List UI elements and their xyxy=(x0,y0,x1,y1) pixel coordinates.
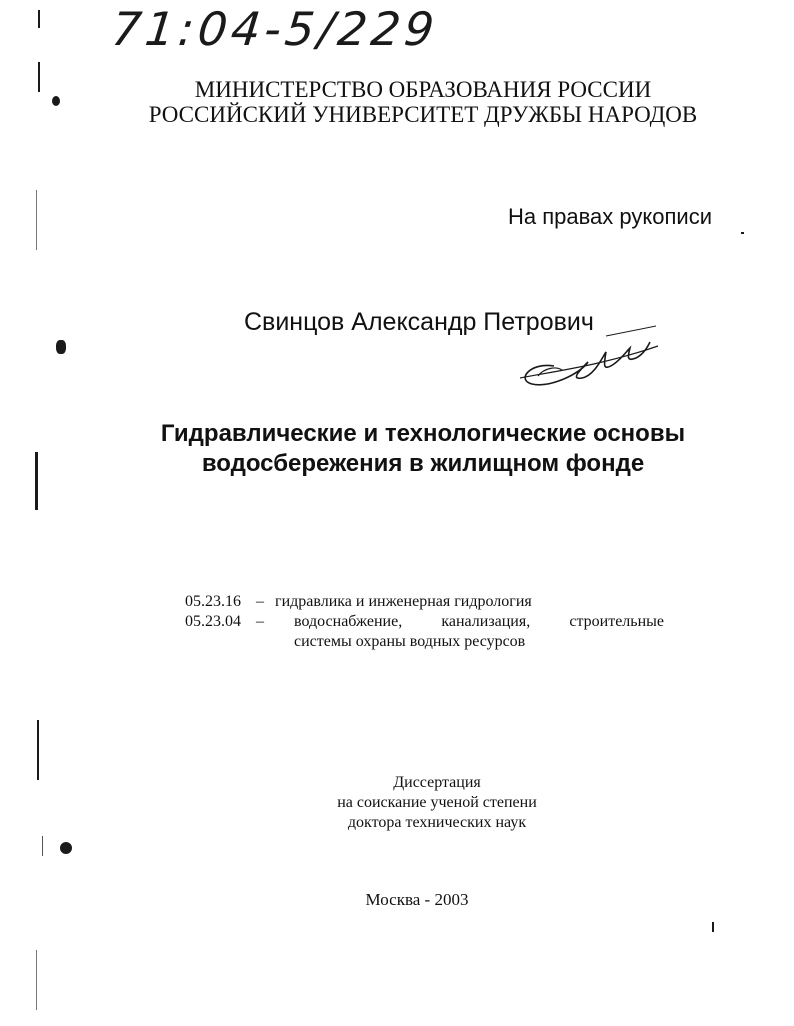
specialty-code: 05.23.16 xyxy=(185,593,241,610)
scan-artifact xyxy=(42,836,43,856)
scan-artifact xyxy=(52,96,60,106)
author-name: Свинцов Александр Петрович xyxy=(244,308,594,336)
dissertation-title-line-1: Гидравлические и технологические основы xyxy=(160,420,686,447)
specialty-dash: – xyxy=(256,613,264,630)
specialty-row xyxy=(0,611,794,632)
specialty-text: гидравлика и инженерная гидрология xyxy=(275,593,532,610)
scan-artifact xyxy=(35,452,38,510)
scan-artifact xyxy=(36,190,37,250)
scan-artifact xyxy=(60,842,72,854)
scan-artifact xyxy=(56,340,66,354)
specialty-text: водоснабжение, канализация, строительные xyxy=(294,613,664,630)
scan-artifact xyxy=(712,922,714,932)
specialty-text-continuation: системы охраны водных ресурсов xyxy=(294,633,526,650)
degree-purpose: на соискание ученой степени xyxy=(337,794,537,811)
scan-artifact xyxy=(38,10,40,28)
city-year: Москва - 2003 xyxy=(365,890,469,909)
dissertation-title-line-2: водосбережения в жилищном фонде xyxy=(201,450,645,477)
specialty-code: 05.23.04 xyxy=(185,613,241,630)
call-number-handwritten: 71:04-5/229 xyxy=(109,2,441,56)
degree-name: доктора технических наук xyxy=(347,814,527,831)
scan-artifact xyxy=(741,232,744,234)
scan-artifact xyxy=(38,62,40,92)
dissertation-label: Диссертация xyxy=(393,774,481,791)
specialty-row xyxy=(0,591,794,612)
university-heading: РОССИЙСКИЙ УНИВЕРСИТЕТ ДРУЖБЫ НАРОДОВ xyxy=(148,102,698,127)
manuscript-rights-note: На правах рукописи xyxy=(508,204,712,229)
ministry-heading: МИНИСТЕРСТВО ОБРАЗОВАНИЯ РОССИИ xyxy=(194,77,652,102)
scan-artifact xyxy=(36,950,37,1010)
scan-artifact xyxy=(37,720,39,780)
specialty-dash: – xyxy=(256,593,264,610)
author-signature xyxy=(510,322,660,392)
